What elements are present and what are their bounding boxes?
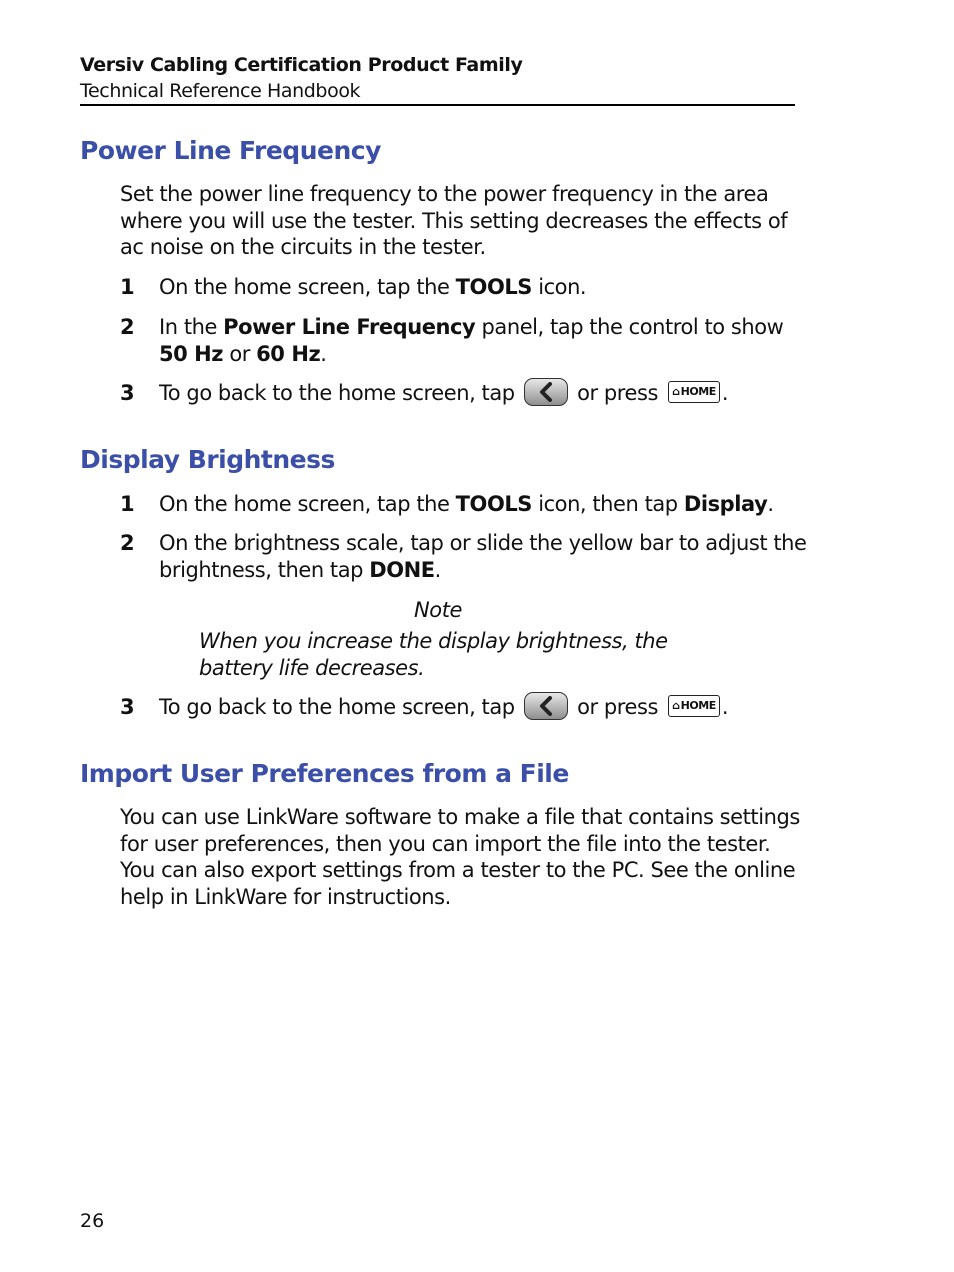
step-number: 2 [120,315,135,339]
heading-import-user-preferences: Import User Preferences from a File [80,759,569,788]
power-intro-paragraph: Set the power line frequency to the power frequency in the area where you will use the tester. This setting decreases the effects of ac noise on the circuits in the tester. [120,182,788,259]
step-number: 3 [120,381,135,405]
step-number: 3 [120,695,135,719]
brightness-step-2: 2 On the brightness scale, tap or slide the yellow bar to adjust the brightness, then tap DONE. [120,531,807,582]
power-step-2: 2 In the Power Line Frequency panel, tap the control to show 50 Hz or 60 Hz. [120,315,784,366]
home-icon: ⌂ [672,699,680,712]
step-number: 1 [120,275,135,299]
back-chevron-icon [524,378,568,406]
heading-display-brightness: Display Brightness [80,445,335,474]
home-icon: ⌂ [672,385,680,398]
power-step-1: 1 On the home screen, tap the TOOLS icon. [120,275,587,299]
back-chevron-icon [524,692,568,720]
product-family-title: Versiv Cabling Certification Product Family [80,54,523,76]
handbook-title: Technical Reference Handbook [80,80,361,102]
running-header [80,52,794,104]
import-paragraph: You can use LinkWare software to make a file that contains settings for user preferences, then you can import the file into the tester. You can also export settings from a tester to the PC. See the online help in LinkWare for instructions. [120,805,800,909]
tools-label: TOOLS [455,275,532,299]
brightness-step-1: 1 On the home screen, tap the TOOLS icon, then tap Display. [120,492,774,516]
power-step-3: 3 To go back to the home screen, tap or press ⌂HOME . [120,380,810,407]
step-number: 2 [120,531,135,555]
home-key: ⌂HOME [668,695,720,717]
page-number: 26 [80,1210,105,1232]
note-text: When you increase the display brightness, the battery life decreases. [199,629,668,680]
home-key: ⌂HOME [668,381,720,403]
header-divider [80,104,795,106]
brightness-step-3: 3 To go back to the home screen, tap or press ⌂HOME . [120,694,810,721]
heading-power-line-frequency: Power Line Frequency [80,136,381,165]
note-label: Note [413,598,463,622]
step-number: 1 [120,492,135,516]
